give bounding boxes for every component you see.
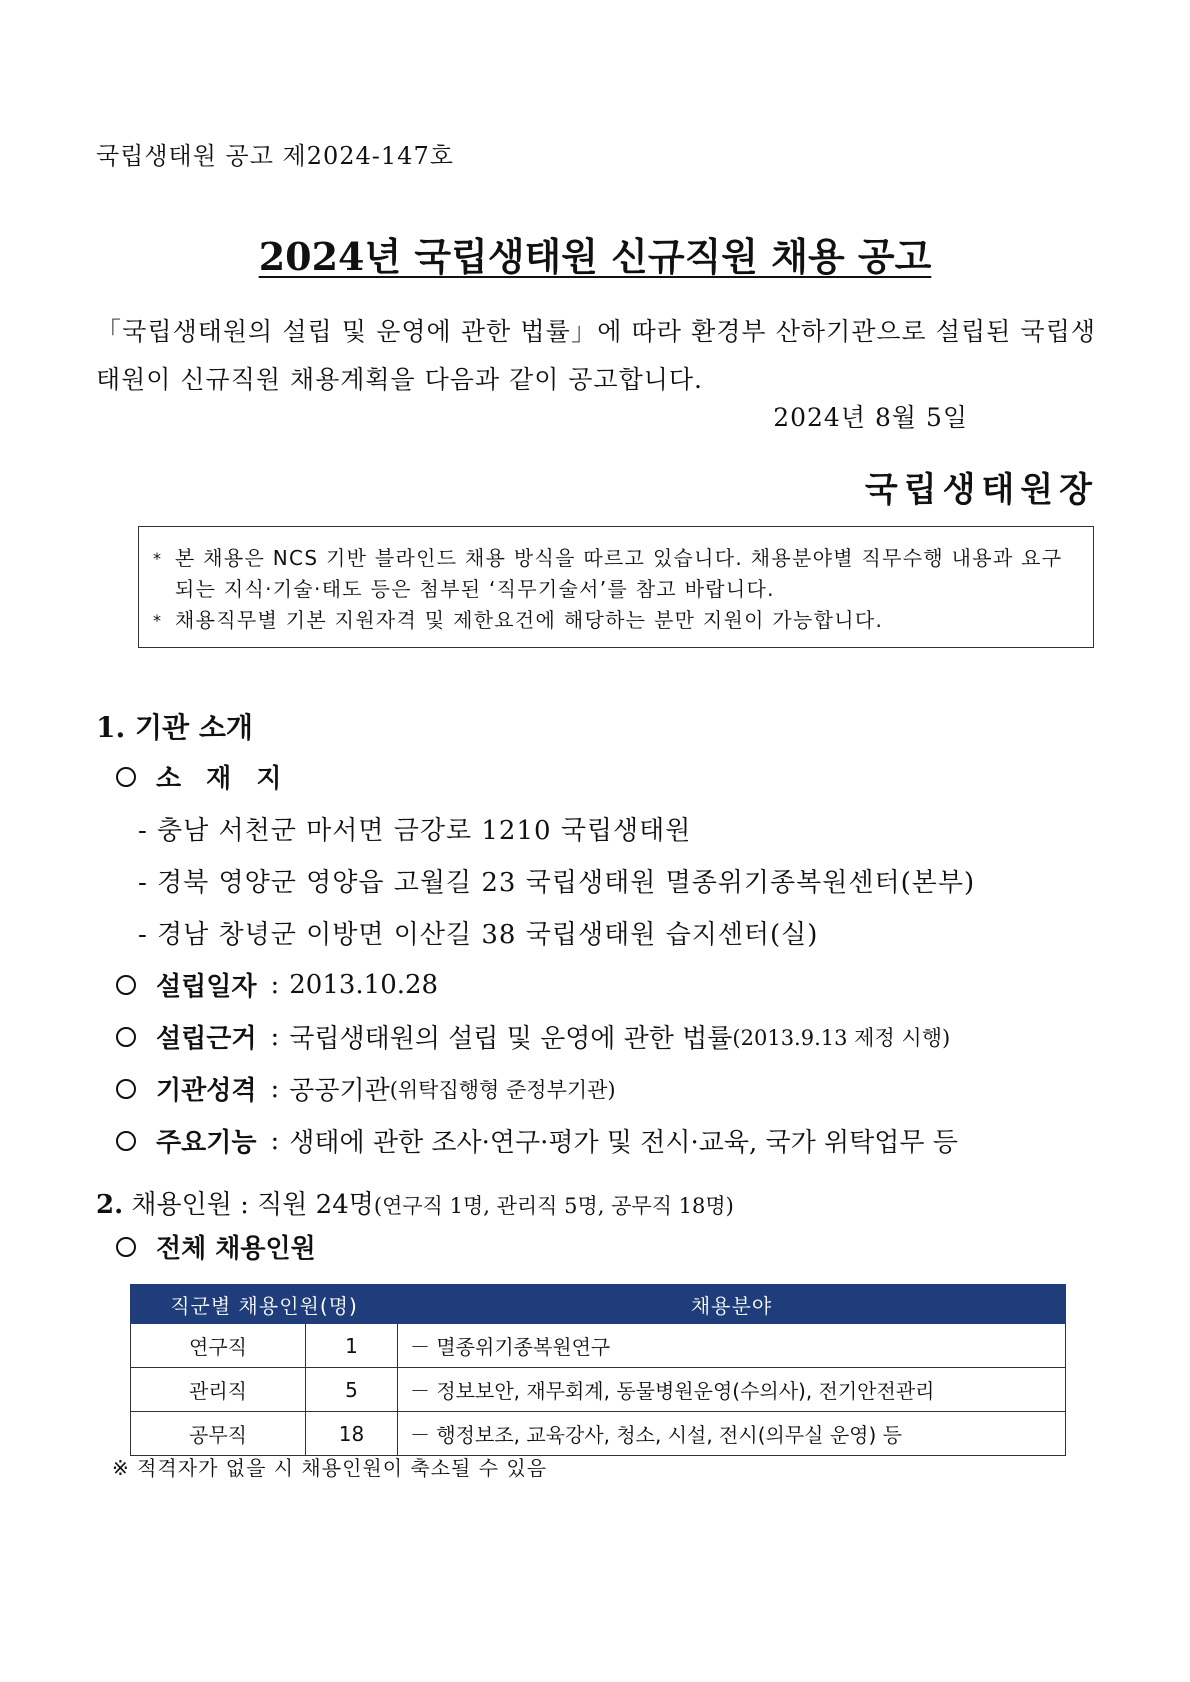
location-heading [116, 758, 289, 795]
table-row [131, 1324, 1066, 1368]
circle-bullet-icon [116, 1027, 136, 1047]
fact-org-type: 기관성격 : 공공기관 (위탁집행형 준정부기관) [116, 1070, 616, 1107]
address-item: - 충남 서천군 마서면 금강로 1210 국립생태원 [138, 816, 692, 846]
circle-bullet-icon [116, 975, 136, 995]
fact-label: 설립근거 [156, 1024, 257, 1054]
fact-label: 기관성격 [156, 1076, 257, 1106]
cell-count: 1 [306, 1324, 398, 1368]
note-text: 채용직무별 기본 지원자격 및 제한요건에 해당하는 분만 지원이 가능합니다. [175, 608, 884, 632]
section-1-heading: 1. 기관 소개 [96, 711, 253, 744]
cell-group: 연구직 [131, 1324, 306, 1368]
note-item [153, 605, 1079, 636]
table-header-row [131, 1285, 1066, 1324]
fact-main-function: 주요기능 : 생태에 관한 조사·연구·평가 및 전시·교육, 국가 위탁업무 등 [116, 1122, 958, 1159]
address-item: - 경남 창녕군 이방면 이산길 38 국립생태원 습지센터(실) [138, 920, 819, 950]
notice-date: 2024년 8월 5일 [773, 403, 968, 432]
fact-label: 설립일자 [156, 972, 257, 1002]
recruit-footnote: ※ 적격자가 없을 시 채용인원이 축소될 수 있음 [112, 1456, 548, 1480]
fact-extra: (위탁집행형 준정부기관) [389, 1077, 616, 1102]
notice-number: 국립생태원 공고 제2024-147호 [96, 142, 454, 170]
location-label: 소 재 지 [156, 764, 290, 794]
section-2-title: 채용인원 : 직원 24명 [131, 1190, 374, 1220]
circle-bullet-icon [116, 1237, 136, 1257]
section-2-heading [96, 1184, 734, 1221]
issuer-name: 국립생태원장 [864, 470, 1098, 510]
table-row [131, 1368, 1066, 1412]
asterisk-mark: * [153, 611, 161, 630]
table-row [131, 1412, 1066, 1456]
address-item: - 경북 영양군 영양읍 고월길 23 국립생태원 멸종위기종복원센터(본부) [138, 868, 976, 898]
page-title-text: 2024년 국립생태원 신규직원 채용 공고 [258, 234, 932, 279]
fact-value: 공공기관 [289, 1076, 390, 1106]
fact-extra: (2013.9.13 제정 시행) [732, 1025, 951, 1050]
fact-value: 국립생태원의 설립 및 운영에 관한 법률 [289, 1024, 733, 1054]
recruit-total-label: 전체 채용인원 [156, 1234, 316, 1264]
fact-label: 주요기능 [156, 1128, 257, 1158]
cell-field: － 멸종위기종복원연구 [398, 1324, 1066, 1368]
cell-field: － 행정보조, 교육강사, 청소, 시설, 전시(의무실 운영) 등 [398, 1412, 1066, 1456]
recruit-table [130, 1284, 1066, 1456]
circle-bullet-icon [116, 767, 136, 787]
fact-value: 2013.10.28 [289, 969, 439, 1000]
intro-paragraph: 「국립생태원의 설립 및 운영에 관한 법률」에 따라 환경부 산하기관으로 설립된 국립생태원이 신규직원 채용계획을 다음과 같이 공고합니다. [96, 317, 1096, 394]
recruit-total-heading [116, 1228, 316, 1265]
cell-field: － 정보보안, 재무회계, 동물병원운영(수의사), 전기안전관리 [398, 1368, 1066, 1412]
header-field: 채용분야 [398, 1285, 1066, 1324]
cell-count: 5 [306, 1368, 398, 1412]
note-item [153, 543, 1079, 605]
fact-founding-date: 설립일자 : 2013.10.28 [116, 966, 438, 1003]
fact-legal-basis: 설립근거 : 국립생태원의 설립 및 운영에 관한 법률 (2013.9.13 제정 시행) [116, 1018, 950, 1055]
header-group-count: 직군별 채용인원(명) [131, 1285, 398, 1324]
page-title [0, 226, 1190, 281]
section-2-detail: (연구직 1명, 관리직 5명, 공무직 18명) [373, 1194, 734, 1218]
cell-count: 18 [306, 1412, 398, 1456]
circle-bullet-icon [116, 1131, 136, 1151]
fact-value: 생태에 관한 조사·연구·평가 및 전시·교육, 국가 위탁업무 등 [289, 1128, 958, 1158]
asterisk-mark: * [153, 549, 161, 568]
section-2-number: 2. [96, 1190, 124, 1220]
note-text: 본 채용은 NCS 기반 블라인드 채용 방식을 따르고 있습니다. 채용분야별 직무수행 내용과 요구되는 지식·기술·태도 등은 첨부된 ‘직무기술서’를 참고 바랍니다. [175, 546, 1063, 601]
cell-group: 관리직 [131, 1368, 306, 1412]
notice-box [138, 526, 1094, 648]
circle-bullet-icon [116, 1079, 136, 1099]
cell-group: 공무직 [131, 1412, 306, 1456]
